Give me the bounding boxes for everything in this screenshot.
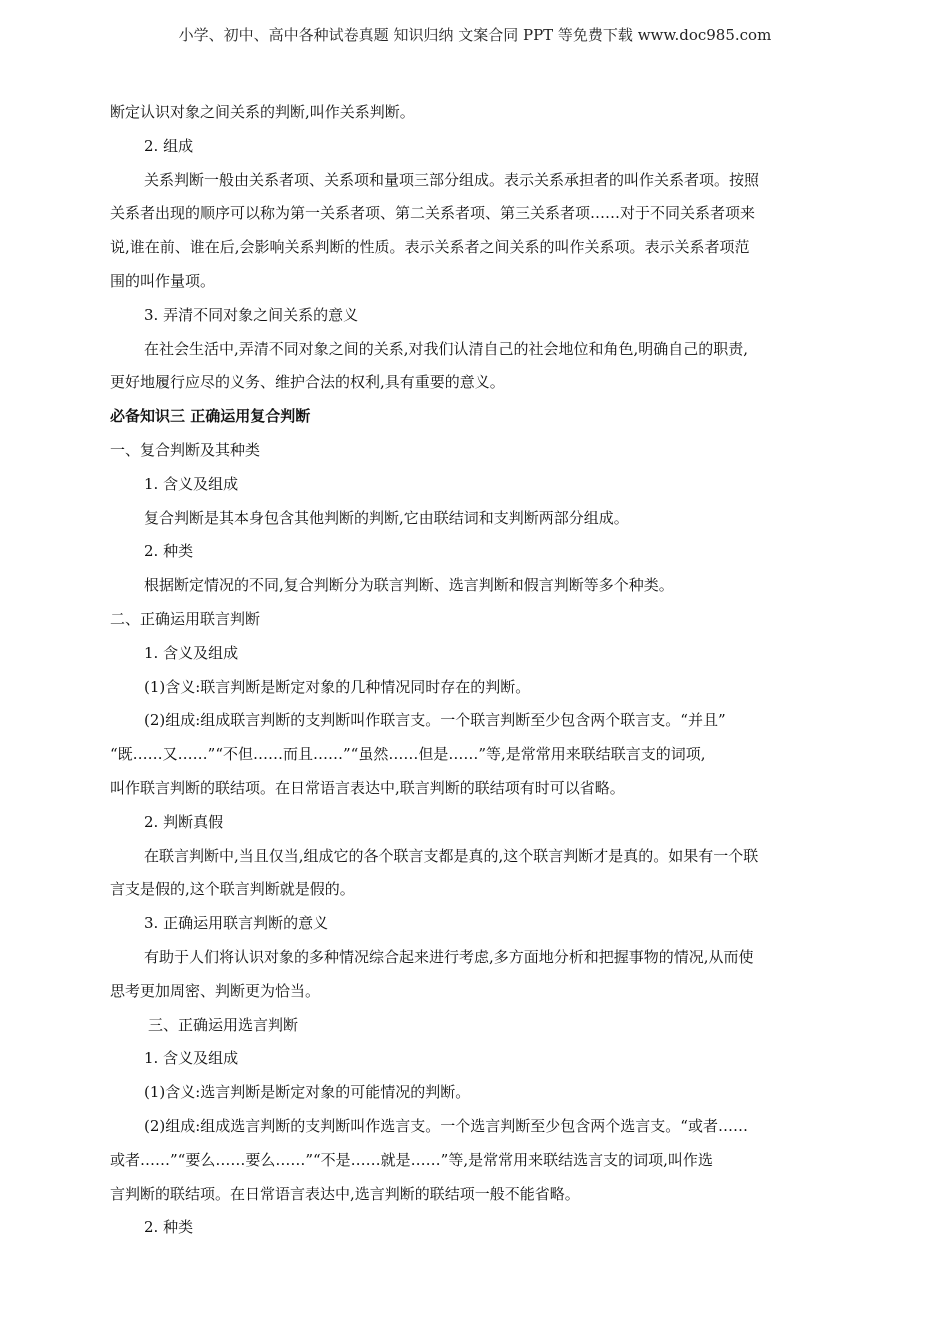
paragraph-line: 叫作联言判断的联结项。在日常语言表达中,联言判断的联结项有时可以省略。: [110, 778, 625, 797]
part-heading: 三、正确运用选言判断: [148, 1015, 299, 1034]
section-heading: 3. 正确运用联言判断的意义: [144, 914, 329, 933]
section-heading: 1. 含义及组成: [144, 1049, 239, 1068]
paragraph-line: (2)组成:组成选言判断的支判断叫作选言支。一个选言判断至少包含两个选言支。“或者……: [144, 1116, 748, 1135]
section-heading: 2. 判断真假: [144, 812, 224, 831]
site-banner: 小学、初中、高中各种试卷真题 知识归纳 文案合同 PPT 等免费下载 www.doc985.com: [178, 26, 772, 44]
paragraph-line: 断定认识对象之间关系的判断,叫作关系判断。: [110, 103, 415, 121]
paragraph-line: 思考更加周密、判断更为恰当。: [110, 981, 321, 1000]
chapter-heading: 必备知识三 正确运用复合判断: [110, 407, 311, 426]
paragraph-line: (1)含义:选言判断是断定对象的可能情况的判断。: [144, 1083, 471, 1102]
paragraph-line: “既……又……”“不但……而且……”“虽然……但是……”等,是常常用来联结联言支的词项,: [110, 745, 706, 764]
paragraph-line: 在社会生活中,弄清不同对象之间的关系,对我们认清自己的社会地位和角色,明确自己的职责,: [144, 339, 749, 358]
paragraph-line: 有助于人们将认识对象的多种情况综合起来进行考虑,多方面地分析和把握事物的情况,从而使: [144, 947, 754, 966]
section-heading: 1. 含义及组成: [144, 474, 239, 493]
section-heading: 3. 弄清不同对象之间关系的意义: [144, 305, 359, 324]
paragraph-line: 言支是假的,这个联言判断就是假的。: [110, 880, 355, 899]
paragraph-line: 或者……”“要么……要么……”“不是……就是……”等,是常常用来联结选言支的词项,叫作选: [110, 1150, 713, 1169]
paragraph-line: (2)组成:组成联言判断的支判断叫作联言支。一个联言判断至少包含两个联言支。“并且”: [144, 711, 726, 730]
section-heading: 2. 种类: [144, 1218, 194, 1237]
paragraph-line: 更好地履行应尽的义务、维护合法的权利,具有重要的意义。: [110, 373, 505, 392]
paragraph-line: 在联言判断中,当且仅当,组成它的各个联言支都是真的,这个联言判断才是真的。如果有一个联: [144, 846, 759, 865]
part-heading: 二、正确运用联言判断: [110, 609, 261, 628]
paragraph-line: 根据断定情况的不同,复合判断分为联言判断、选言判断和假言判断等多个种类。: [144, 576, 674, 595]
paragraph-line: 关系判断一般由关系者项、关系项和量项三部分组成。表示关系承担者的叫作关系者项。按照: [144, 170, 760, 189]
paragraph-line: (1)含义:联言判断是断定对象的几种情况同时存在的判断。: [144, 677, 531, 696]
paragraph-line: 说,谁在前、谁在后,会影响关系判断的性质。表示关系者之间关系的叫作关系项。表示关系者项范: [110, 238, 750, 257]
paragraph-line: 围的叫作量项。: [110, 271, 216, 290]
document-body: [110, 96, 840, 1245]
section-heading: 2. 组成: [144, 136, 194, 155]
section-heading: 1. 含义及组成: [144, 643, 239, 662]
section-heading: 2. 种类: [144, 542, 194, 561]
paragraph-line: 关系者出现的顺序可以称为第一关系者项、第二关系者项、第三关系者项……对于不同关系者项来: [110, 204, 756, 223]
part-heading: 一、复合判断及其种类: [110, 440, 261, 459]
paragraph-line: 复合判断是其本身包含其他判断的判断,它由联结词和支判断两部分组成。: [144, 508, 629, 527]
paragraph-line: 言判断的联结项。在日常语言表达中,选言判断的联结项一般不能省略。: [110, 1184, 580, 1203]
